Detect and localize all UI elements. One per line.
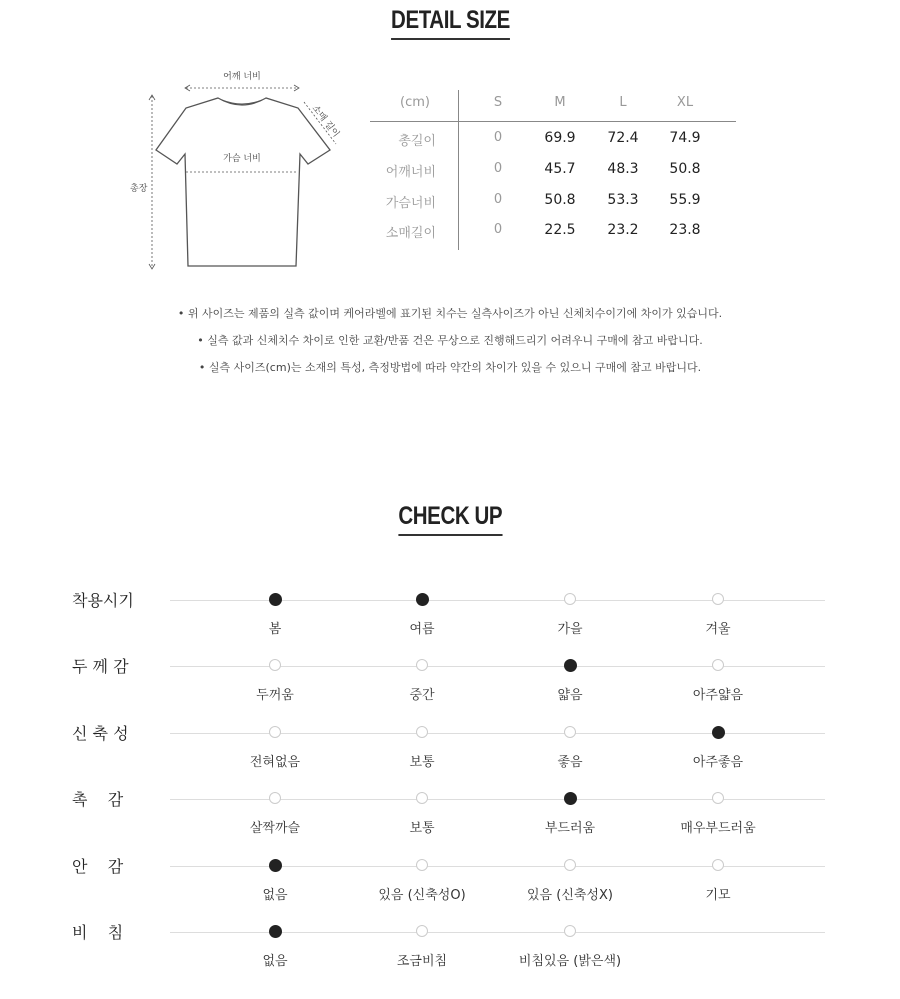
check-row-label: 착용시기 — [72, 591, 134, 610]
table-cell: 69.9 — [544, 130, 576, 146]
tshirt-outline — [156, 98, 330, 266]
check-dot — [564, 726, 576, 738]
table-divider-horizontal — [370, 121, 736, 122]
check-option-label: 얇음 — [557, 688, 583, 703]
check-row — [0, 724, 900, 793]
check-row — [0, 857, 900, 926]
size-notes — [0, 300, 900, 381]
table-cell: 53.3 — [607, 192, 639, 208]
check-option-label: 가을 — [557, 622, 583, 637]
check-option-label: 중간 — [409, 688, 435, 703]
check-dot-selected — [269, 593, 282, 606]
check-row-label: 두 께 감 — [72, 657, 129, 676]
check-dot — [269, 792, 281, 804]
check-dot — [269, 659, 281, 671]
check-option-label: 있음 (신축성X) — [527, 888, 613, 903]
check-up-title — [0, 502, 900, 536]
table-cell: 45.7 — [544, 161, 576, 177]
check-dot — [712, 859, 724, 871]
check-option-label: 조금비침 — [396, 954, 448, 969]
table-divider-vertical — [458, 90, 459, 250]
note-text: 위 사이즈는 제품의 실측 값이며 케어라벨에 표기된 치수는 실측사이즈가 아닌 신체치수이기에 차이가 있습니다. — [187, 307, 723, 320]
table-cell: 50.8 — [544, 192, 576, 208]
detail-size-title-text: DETAIL SIZE — [391, 6, 510, 40]
check-dot-selected — [269, 925, 282, 938]
check-option-label: 있음 (신축성O) — [378, 888, 466, 903]
check-option-label: 겨울 — [705, 622, 731, 637]
check-row — [0, 591, 900, 660]
table-cell: 0 — [493, 161, 503, 176]
check-dot — [416, 792, 428, 804]
table-cell: 55.9 — [669, 192, 701, 208]
check-dot — [269, 726, 281, 738]
check-dot — [712, 792, 724, 804]
check-dot — [416, 859, 428, 871]
row-label-shoulder: 어깨너비 — [385, 165, 436, 180]
table-unit: (cm) — [400, 95, 430, 110]
check-row — [0, 657, 900, 726]
check-option-label: 두꺼움 — [256, 688, 294, 703]
note-item: • 실측 사이즈(cm)는 소재의 특성, 측정방법에 따라 약간의 차이가 있을 수 있으니 구매에 참고 바랍니다. — [198, 361, 702, 374]
check-option-label: 비침있음 (밝은색) — [518, 954, 622, 969]
chest-label: 가슴 너비 — [223, 154, 261, 164]
check-row — [0, 790, 900, 859]
check-option-label: 보통 — [409, 755, 435, 770]
tshirt-collar — [222, 100, 262, 104]
check-row-label: 안 감 — [72, 857, 124, 876]
check-option-label: 없음 — [262, 888, 288, 903]
row-label-chest: 가슴너비 — [385, 196, 436, 211]
check-dot — [712, 659, 724, 671]
check-row — [0, 923, 900, 992]
check-row-label: 비 침 — [72, 923, 124, 942]
check-option-label: 전혀없음 — [249, 755, 301, 770]
check-option-label: 없음 — [262, 954, 288, 969]
note-item: • 위 사이즈는 제품의 실측 값이며 케어라벨에 표기된 치수는 실측사이즈가 아닌 신체치수이기에 차이가 있습니다. — [177, 307, 723, 320]
row-label-length: 총길이 — [398, 134, 436, 149]
table-cell: 0 — [493, 222, 503, 237]
table-header-xl: XL — [676, 95, 694, 110]
check-option-label: 보통 — [409, 821, 435, 836]
note-item: • 실측 값과 신체치수 차이로 인한 교환/반품 건은 무상으로 진행해드리기 어려우니 구매에 참고 바랍니다. — [197, 334, 703, 347]
check-option-label: 매우부드러움 — [680, 821, 756, 836]
check-up-title-text: CHECK UP — [398, 502, 502, 536]
check-dot — [564, 925, 576, 937]
check-dot-selected — [712, 726, 725, 739]
check-dot — [712, 593, 724, 605]
check-option-label: 기모 — [705, 888, 731, 903]
table-cell: 72.4 — [607, 130, 639, 146]
check-dot-selected — [269, 859, 282, 872]
table-cell: 0 — [493, 130, 503, 145]
check-dot — [416, 726, 428, 738]
detail-size-title — [0, 6, 900, 40]
check-option-label: 아주얇음 — [692, 688, 744, 703]
check-row-label: 신 축 성 — [72, 724, 129, 743]
table-header-m: M — [554, 95, 566, 110]
table-cell: 22.5 — [544, 222, 576, 238]
table-cell: 48.3 — [607, 161, 639, 177]
table-cell: 0 — [493, 192, 503, 207]
shoulder-label: 어깨 너비 — [223, 72, 261, 82]
check-option-label: 여름 — [409, 622, 435, 637]
table-cell: 50.8 — [669, 161, 701, 177]
sleeve-label: 소매 길이 — [309, 103, 341, 140]
check-option-label: 살짝까슬 — [249, 821, 301, 836]
size-table — [370, 88, 740, 258]
note-text: 실측 값과 신체치수 차이로 인한 교환/반품 건은 무상으로 진행해드리기 어려우니 구매에 참고 바랍니다. — [207, 334, 703, 347]
check-option-label: 부드러움 — [544, 821, 596, 836]
check-dot-selected — [564, 659, 577, 672]
check-row-label: 촉 감 — [72, 790, 124, 809]
check-dot-selected — [564, 792, 577, 805]
check-option-label: 좋음 — [557, 755, 583, 770]
tshirt-diagram — [130, 68, 360, 278]
table-cell: 23.2 — [607, 222, 639, 238]
table-header-l: L — [619, 95, 627, 110]
row-label-sleeve: 소매길이 — [385, 226, 436, 241]
check-dot-selected — [416, 593, 429, 606]
check-dot — [564, 593, 576, 605]
check-dot — [416, 925, 428, 937]
note-text: 실측 사이즈(cm)는 소재의 특성, 측정방법에 따라 약간의 차이가 있을 수 있으니 구매에 참고 바랍니다. — [208, 361, 702, 374]
table-header-s: S — [493, 95, 503, 110]
table-cell: 74.9 — [669, 130, 701, 146]
table-cell: 23.8 — [669, 222, 701, 238]
check-option-label: 봄 — [268, 622, 282, 637]
length-label: 총장 — [130, 184, 148, 194]
check-dot — [416, 659, 428, 671]
check-option-label: 아주좋음 — [692, 755, 744, 770]
check-dot — [564, 859, 576, 871]
